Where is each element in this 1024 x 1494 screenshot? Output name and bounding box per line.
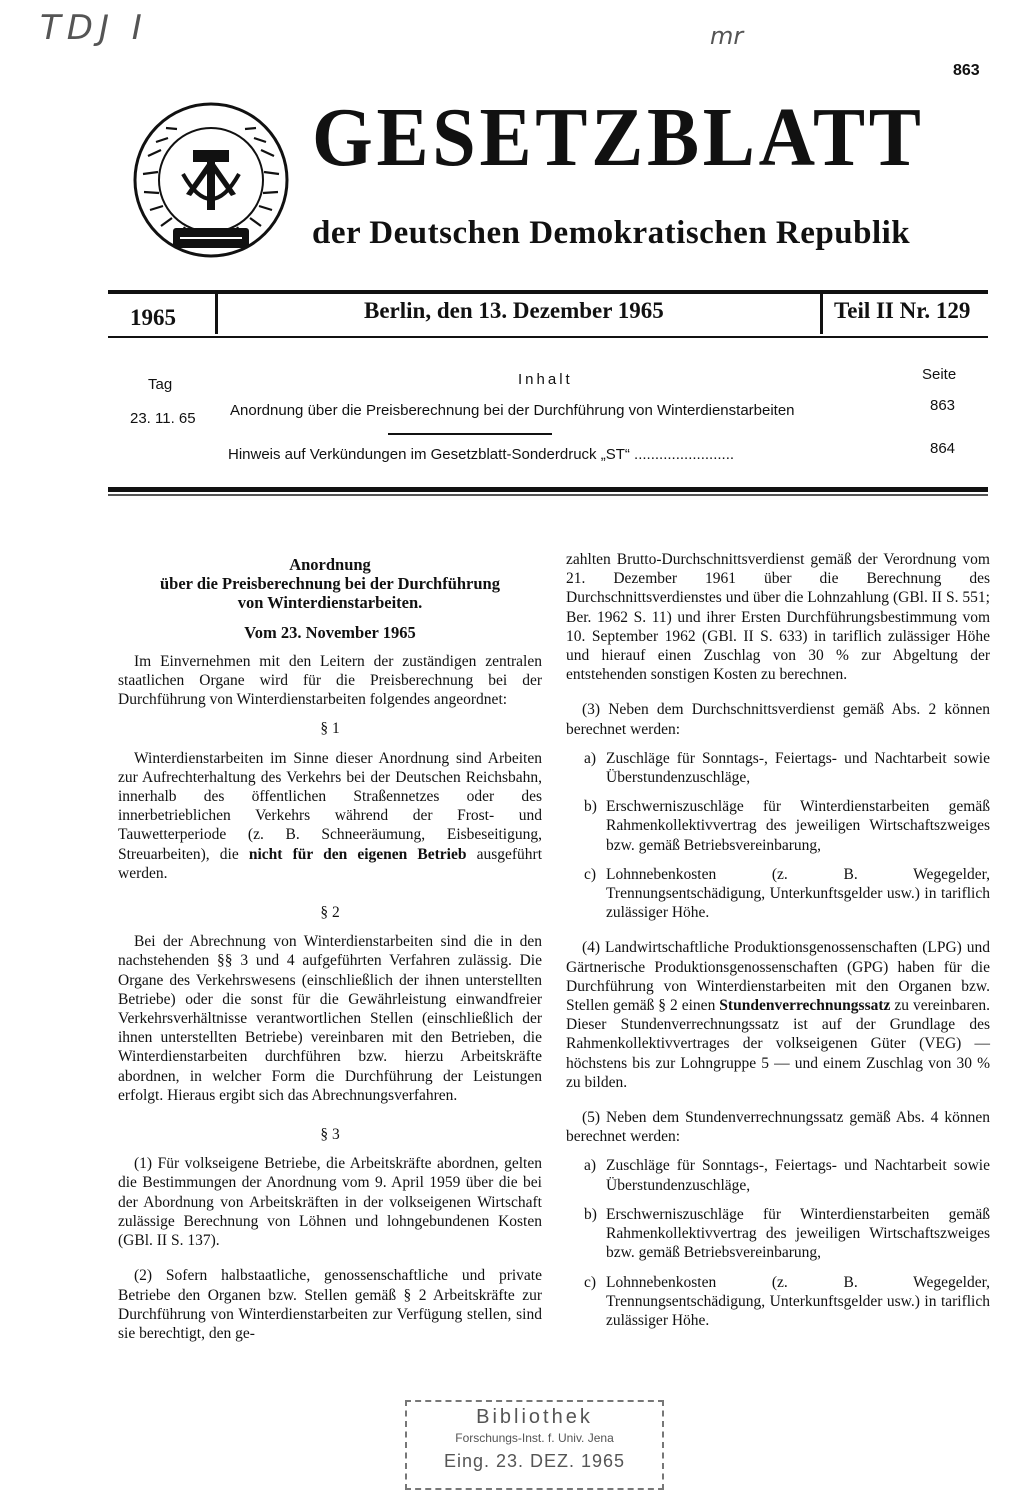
article-title-line1: Anordnung (289, 555, 371, 574)
section-3-para-1: (1) Für volkseigene Betriebe, die Arbeitskräfte abordnen, gelten die Bestimmungen der Anordnung vom 9. April 1959 über die bei der Abordnung von Arbeitskräften in der volkseigenen Wirtschaft zulässige Berechnung von Löhnen und lohngebundenen Kosten (GBl. II S. 137). (118, 1155, 542, 1250)
contents-row-2-text[interactable]: Hinweis auf Verkündungen im Gesetzblatt-Sonderdruck „ST“ ........................ (228, 446, 735, 463)
list-label: c) (584, 1273, 597, 1291)
contents-row-1-page: 863 (930, 397, 956, 414)
page-number: 863 (953, 62, 980, 79)
section-3-para-3: (3) Neben dem Durchschnittsverdienst gemäß Abs. 2 können berechnet werden: (566, 701, 990, 738)
contents-row-1-text[interactable]: Anordnung über die Preisberechnung bei der Durchführung von Winterdienstarbeiten (230, 402, 795, 419)
para-5-item-b (584, 1205, 990, 1263)
header-divider-right (820, 292, 823, 334)
contents-col-day: Tag (148, 376, 173, 393)
header-year: 1965 (130, 305, 176, 330)
stamp-line-1: Bibliothek (476, 1406, 593, 1428)
stamp-line-3: Eing. 23. DEZ. 1965 (443, 1451, 626, 1471)
masthead-subtitle: der Deutschen Demokratischen Republik (312, 215, 911, 251)
article-title-line2: über die Preisberechnung bei der Durchführung (160, 574, 500, 594)
stamp-line-2: Forschungs-Inst. f. Univ. Jena (455, 1431, 614, 1445)
section-1-text-b: ausgeführt werden. (118, 845, 542, 882)
section-1-text-a: Winterdienstarbeiten im Sinne dieser Anordnung sind Arbeiten zur Aufrechterhaltung des Verkehrs bei der Deutschen Reichsbahn, innerhalb des öffentlichen Straßennetzes oder des innerbetrieblichen Verkehrs während der Frost- und Tauwetterperiode (z. B. Schneeräumung, Eisbeseitigung, Streuarbeiten), die (118, 749, 542, 863)
section-3-para-2-continued: zahlten Brutto-Durchschnittsverdienst gemäß der Verordnung vom 21. Dezember 1961 über die Berechnung des Durchschnittsverdienstes und über die Lohnzahlung (GBl. II S. 551; Ber. 1962 S. 11) und ihrer Ersten Durchführungsbestimmung vom 10. September 1962 (GBl. II S. 633) in tariflich zulässiger Höhe und hierauf einen Zuschlag von 30 % zur Abgeltung der entstehenden sonstigen Kosten zu berechnen. (566, 551, 990, 684)
section-3-para-4-a: (4) Landwirtschaftliche Produktionsgenossenschaften (LPG) und Gärtnerische Produktionsgenossenschaften (GPG) haben für die Durchführung von Winterdienstarbeiten mit den Organen bzw. Stellen gemäß § 2 einen (566, 939, 990, 1015)
state-emblem-icon (128, 96, 294, 264)
section-3-para-4-bold: Stundenverrechnungssatz (719, 997, 891, 1015)
section-3-para-5: (5) Neben dem Stundenverrechnungssatz gemäß Abs. 4 können berechnet werden: (566, 1109, 990, 1146)
article-right-column (566, 550, 990, 1330)
section-1-heading: § 1 (320, 720, 340, 738)
para-3-item-c (584, 865, 990, 923)
article-left-column (118, 555, 542, 1343)
handwritten-mark-top-left: TDJ I (40, 8, 148, 48)
para-3-item-a (584, 749, 990, 787)
para-5-item-a (584, 1156, 990, 1194)
list-label: a) (584, 1157, 597, 1175)
header-issue: Teil II Nr. 129 (834, 298, 971, 323)
list-text: Erschwerniszuschläge für Winterdienstarbeiten gemäß Rahmenkollektivvertrag des jeweiligen Wirtschaftszweiges bzw. gemäß Betriebsvereinbarung, (606, 1205, 990, 1262)
contents-col-title: Inhalt (518, 371, 573, 388)
list-text: Lohnnebenkosten (z. B. Wegegelder, Trennungsentschädigung, Unterkunftsgelder usw.) in tariflich zulässiger Höhe. (606, 1273, 990, 1329)
section-3-para-4-b: zu vereinbaren. Dieser Stundenverrechnungssatz ist auf der Grundlage des Rahmenkollektivvertrages der volkseigenen Güter (VEG) — höchstens bis zur Lohngruppe 5 — und einem Zuschlag von 30 % zu bilden. (566, 997, 991, 1091)
contents-row-1-day: 23. 11. 65 (130, 410, 196, 427)
para-3-item-b (584, 797, 990, 855)
section-1-text (118, 749, 542, 883)
article-title-line3: von Winterdienstarbeiten. (237, 593, 423, 613)
section-1-text-bold: nicht für den eigenen Betrieb (248, 845, 467, 863)
list-label: a) (584, 749, 597, 767)
header-bottom-rule (108, 336, 988, 338)
contents-col-page: Seite (922, 366, 957, 383)
section-3-para-2: (2) Sofern halbstaatliche, genossenschaftliche und private Betriebe den Organen bzw. Stellen gemäß § 2 Arbeitskräfte zur Durchführung von Winterdienstarbeiten zur Verfügung stellen, sind sie berechtigt, den ge- (118, 1267, 542, 1342)
list-label: b) (584, 798, 597, 816)
section-2-heading: § 2 (320, 904, 340, 922)
list-text: Lohnnebenkosten (z. B. Wegegelder, Trennungsentschädigung, Unterkunftsgelder usw.) in tariflich zulässiger Höhe. (606, 865, 990, 922)
section-2-text: Bei der Abrechnung von Winterdienstarbeiten sind die in den nachstehenden §§ 3 und 4 aufgeführten Verfahren zulässig. Die Organe des Verkehrswesens (einschließlich der ihnen unterstellten Betriebe) oder die sonst für die Gewährleistung einwandfreier Verkehrsverhältnisse verantwortlichen Stellen (einschließlich der ihnen unterstellten Betriebe) vereinbaren mit den Betrieben, die Winterdienstarbeiten durchführen bzw. hierzu Arbeitskräfte abordnen, in welcher Form die Durchführung der Leistungen erfolgt. Hieraus ergibt sich das Abrechnungsverfahren. (118, 933, 542, 1104)
list-label: b) (584, 1205, 597, 1223)
list-text: Erschwerniszuschläge für Winterdienstarbeiten gemäß Rahmenkollektivvertrag des jeweiligen Wirtschaftszweiges bzw. gemäß Betriebsvereinbarung, (606, 798, 990, 854)
masthead-title: GESETZBLATT (312, 91, 925, 184)
section-3-para-4 (566, 938, 990, 1092)
library-stamp (405, 1400, 664, 1490)
header-divider-left (215, 292, 218, 334)
header-place-date: Berlin, den 13. Dezember 1965 (364, 298, 664, 323)
list-text: Zuschläge für Sonntags-, Feiertags- und Nachtarbeit sowie Überstundenzuschläge, (606, 749, 990, 787)
contents-bottom-rule (108, 487, 988, 492)
contents-bottom-rule-2 (108, 494, 988, 496)
contents-row-2-page: 864 (930, 440, 956, 457)
header-top-rule (108, 290, 988, 294)
handwritten-mark-top-mid: mr (710, 22, 744, 50)
contents-separator (388, 433, 552, 435)
list-label: c) (584, 865, 597, 883)
list-text: Zuschläge für Sonntags-, Feiertags- und Nachtarbeit sowie Überstundenzuschläge, (606, 1157, 990, 1194)
article-preamble: Im Einvernehmen mit den Leitern der zuständigen zentralen staatlichen Organe wird für die Preisberechnung bei der Durchführung von Winterdienstarbeiten folgendes angeordnet: (118, 652, 542, 709)
article-date: Vom 23. November 1965 (244, 622, 416, 642)
para-5-item-c (584, 1273, 990, 1331)
section-3-heading: § 3 (320, 1126, 340, 1144)
